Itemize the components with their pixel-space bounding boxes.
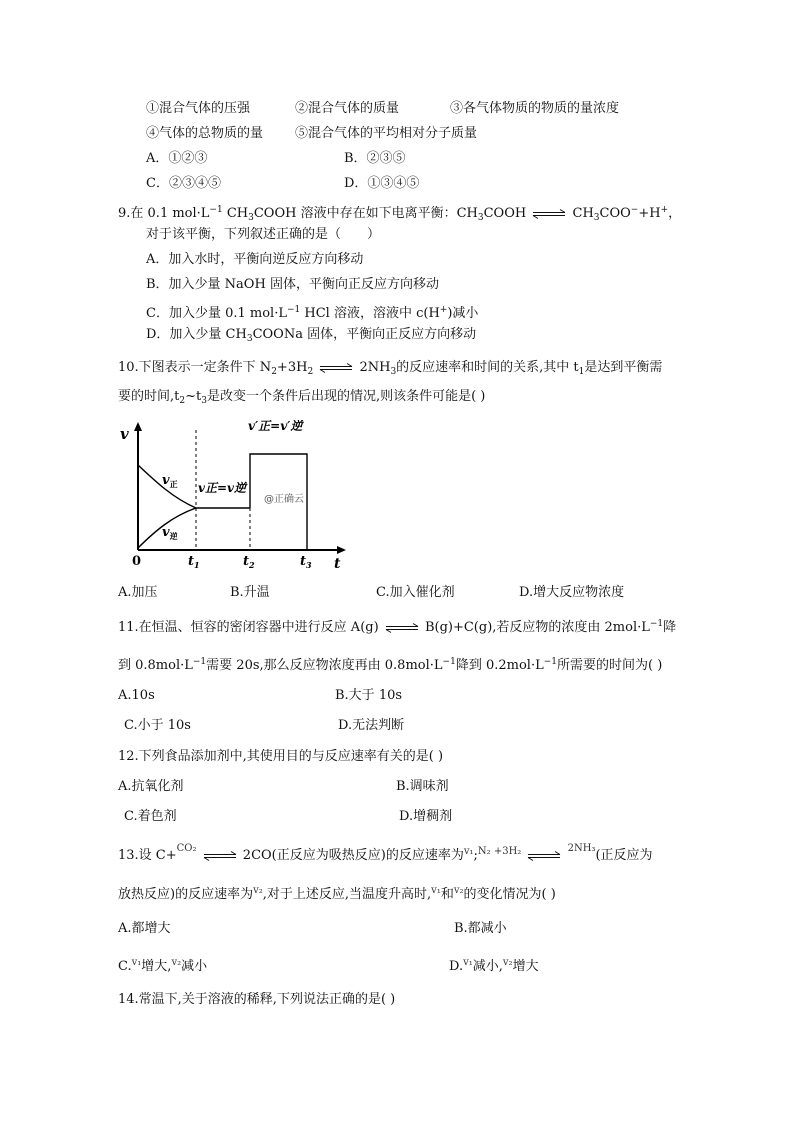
v-axis-arrow-icon <box>134 422 142 431</box>
q9-option-c: C．加入少量 0.1 $mol\cdot L^{-1}$ HCl 溶液，溶液中 c(H+)减小 <box>146 305 479 321</box>
q10-option-a: A.加压 <box>118 585 158 600</box>
equilibrium-arrow-icon <box>532 209 566 219</box>
rate-time-graph <box>118 420 350 572</box>
equilibrium-arrow-icon <box>385 623 419 633</box>
q11-option-a: A.10s <box>118 688 155 703</box>
q8-item-5: ⑤混合气体的平均相对分子质量 <box>295 126 478 141</box>
q13-option-b: B.都减小 <box>454 921 507 936</box>
q10-option-c: C.加入催化剂 <box>376 585 455 600</box>
t3-label: $t_3$ <box>300 554 312 570</box>
new-equilibrium-label: v′正=v′逆 <box>248 420 303 433</box>
q8-item-1: ①混合气体的压强 <box>146 101 251 116</box>
v-reverse-label: $v_逆$ <box>162 525 178 541</box>
watermark: @正确云 <box>264 494 304 505</box>
q8-option-a: A．①②③ <box>146 151 208 166</box>
t1-label: $t_1$ <box>188 554 200 570</box>
q9-option-d: D．加入少量 $CH_3COONa$ 固体，平衡向正反应方向移动 <box>146 327 477 344</box>
q9-option-a: A．加入水时，平衡向逆反应方向移动 <box>146 252 364 267</box>
origin-label: 0 <box>132 554 142 569</box>
t-axis-label: t <box>334 556 341 572</box>
q9-stem: 9.在 0.1 $mol\cdot L^{-1}$ $CH_3COOH$ 溶液中存在如下电离平衡：$CH_3COOH$ $CH_3COO^-+H^+$， <box>118 205 682 223</box>
q10-stem-line2: 要的时间$,t_2\sim t_3$是改变一个条件后出现的情况,则该条件可能是( ) <box>118 389 486 406</box>
q11-stem-line2: 到 $0.8mol\cdot L^{-1}$需要 20s,那么反应物浓度再由 $0.8mol\cdot L^{-1}$降到 $0.2mol\cdot L^{-1}$所需要的时间为( ) <box>118 657 663 673</box>
equilibrium-arrow-icon <box>319 363 353 373</box>
q13-stem-line2: 放热反应)的反应速率为$^{v_2}$,对于上述反应,当温度升高时,$^{v_1}$和$^{v_2}$的变化情况为( ) <box>118 885 556 902</box>
q11-stem: 11.在恒温、恒容的密闭容器中进行反应 A(g) B(g)+C(g),若反应物的浓度由 $2mol\cdot L^{-1}$降 <box>118 619 677 635</box>
q12-stem: 12.下列食品添加剂中,其使用目的与反应速率有关的是( ) <box>118 749 444 764</box>
q11-option-c: C.小于 10s <box>124 718 191 733</box>
q8-option-c: C．②③④⑤ <box>146 176 221 191</box>
equilibrium-arrow-icon <box>527 851 561 861</box>
q10-option-d: D.增大反应物浓度 <box>519 585 625 600</box>
q12-option-d: D.增稠剂 <box>399 809 453 824</box>
v-forward-label: $v_正$ <box>162 473 178 489</box>
v-axis-label: v <box>120 425 129 443</box>
q14-stem: 14.常温下,关于溶液的稀释,下列说法正确的是( ) <box>118 992 396 1007</box>
q8-item-4: ④气体的总物质的量 <box>146 126 264 141</box>
t2-label: $t_2$ <box>243 554 255 570</box>
q13-option-d: D.$^{v_1}$减小,$^{v_2}$增大 <box>449 957 539 974</box>
q13-option-a: A.都增大 <box>118 921 171 936</box>
q13-option-c: C.$^{v_1}$增大,$^{v_2}$减小 <box>118 957 208 974</box>
q13-stem: 13.设 C+$^{CO_2}$ 2CO(正反应为吸热反应)的反应速率为$^{v_1}$;$^{N_2 +3H_2}$ $^{2NH_3}$(正反应为 <box>118 843 653 863</box>
q8-option-d: D．①③④⑤ <box>344 176 420 191</box>
q10-stem: 10.下图表示一定条件下 $N_2+3H_2$ $2NH_3$的反应速率和时间的关系,其中 $t_1$是达到平衡需 <box>118 360 663 377</box>
q8-item-2: ②混合气体的质量 <box>295 101 400 116</box>
q12-option-b: B.调味剂 <box>396 779 449 794</box>
t-axis-arrow-icon <box>337 546 346 554</box>
q12-option-a: A.抗氧化剂 <box>118 779 184 794</box>
q11-option-b: B.大于 10s <box>335 688 403 703</box>
q10-option-b: B.升温 <box>230 585 270 600</box>
q11-option-d: D.无法判断 <box>338 718 405 733</box>
q8-item-3: ③各气体物质的物质的量浓度 <box>450 101 620 116</box>
q8-option-b: B．②③⑤ <box>344 151 406 166</box>
q12-option-c: C.着色剂 <box>124 809 177 824</box>
equilibrium-arrow-icon <box>203 851 237 861</box>
equilibrium-label: v正=v逆 <box>198 481 247 495</box>
q9-option-b: B．加入少量 NaOH 固体，平衡向正反应方向移动 <box>146 277 439 292</box>
q9-stem-line2: 对于该平衡，下列叙述正确的是（ ） <box>146 227 381 242</box>
